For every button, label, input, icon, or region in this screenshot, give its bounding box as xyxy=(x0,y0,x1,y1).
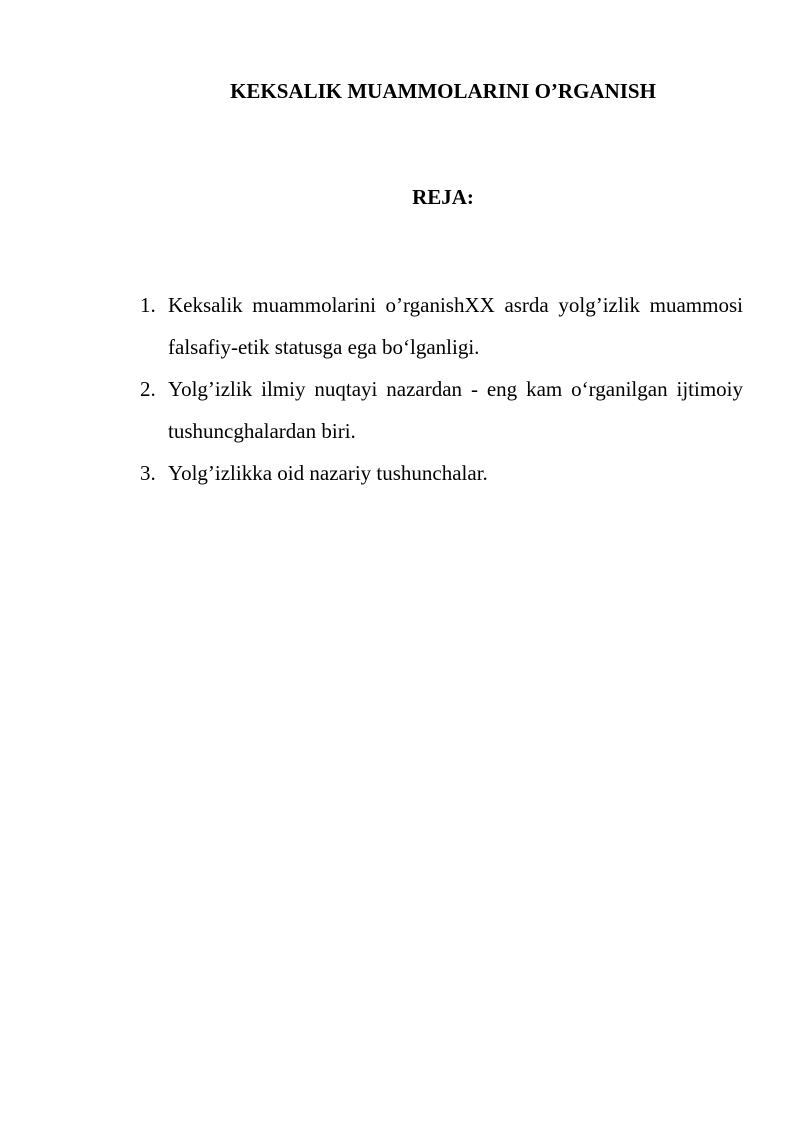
plan-item-text: Yolg’izlikka oid nazariy tushunchalar. xyxy=(168,461,488,485)
plan-item xyxy=(140,368,743,452)
plan-item xyxy=(140,284,743,368)
plan-item xyxy=(140,452,743,494)
plan-item-text: Yolg’izlik ilmiy nuqtayi nazardan - eng kam o‘rganilgan ijtimoiy tushuncghalardan biri. xyxy=(168,377,743,443)
plan-item-number: 1. xyxy=(140,293,156,317)
plan-list xyxy=(140,284,743,494)
plan-item-text: Keksalik muammolarini o’rganishXX asrda yolg’izlik muammosi falsafiy-etik statusga ega bo‘lganligi. xyxy=(168,293,743,359)
plan-item-number: 3. xyxy=(140,461,156,485)
document-title: KEKSALIK MUAMMOLARINI O’RGANISH xyxy=(230,79,656,103)
plan-heading: REJA: xyxy=(412,185,474,209)
plan-item-number: 2. xyxy=(140,377,156,401)
